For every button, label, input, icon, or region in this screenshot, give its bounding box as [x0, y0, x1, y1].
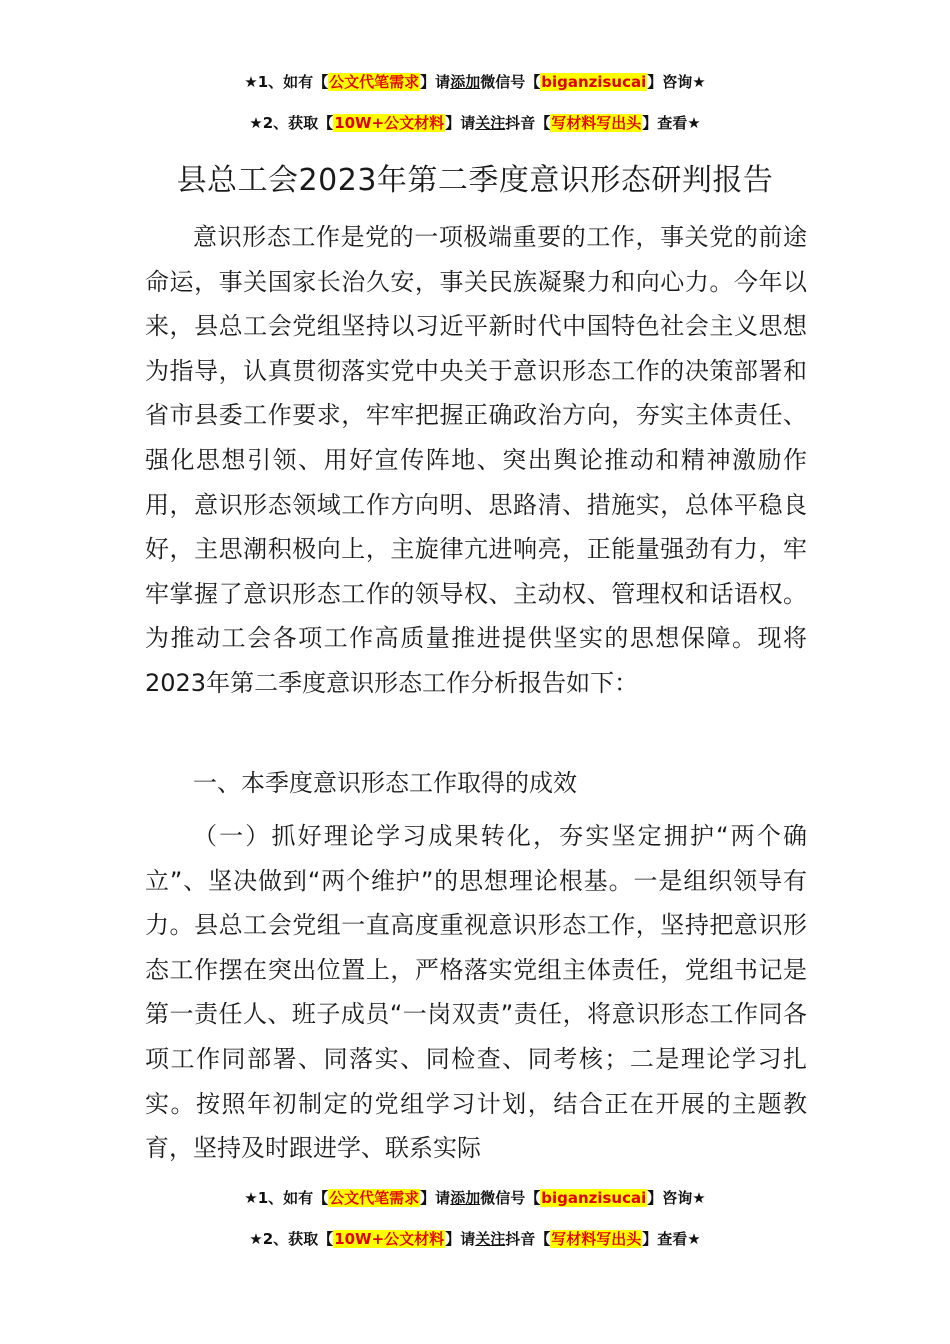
promo-banner-top-line2 [0, 113, 950, 133]
banner-highlight: 10W+公文材料 [334, 114, 445, 132]
promo-banner-bottom-line1 [0, 1188, 950, 1208]
body-paragraph: （一）抓好理论学习成果转化，夯实坚定拥护“两个确立”、坚决做到“两个维护”的思想理论根基。一是组织领导有力。县总工会党组一直高度重视意识形态工作，坚持把意识形态工作摆在突出位置上，严格落实党组主体责任，党组书记是第一责任人、班子成员“一岗双责”责任，将意识形态工作同各项工作同部署、同落实、同检查、同考核；二是理论学习扎实。按照年初制定的党组学习计划，结合正在开展的主题教育，坚持及时跟进学、联系实际 [145, 822, 807, 1163]
banner-underline: 关注 [475, 114, 506, 132]
banner-highlight: 写材料写出头 [551, 1230, 642, 1248]
banner-highlight: 写材料写出头 [551, 114, 642, 132]
banner-underline: 添加 [450, 1189, 481, 1207]
banner-text: 微信号【 [480, 1189, 541, 1207]
banner-text: ★2、获取【 [249, 1230, 334, 1248]
banner-text: 】请 [445, 114, 476, 132]
banner-text: ★1、如有【 [244, 73, 329, 91]
banner-highlight: 10W+公文材料 [334, 1230, 445, 1248]
banner-text: 】咨询★ [647, 73, 706, 91]
banner-text: 微信号【 [480, 73, 541, 91]
banner-text: 】查看★ [642, 1230, 701, 1248]
banner-text: 】请 [445, 1230, 476, 1248]
intro-paragraph: 意识形态工作是党的一项极端重要的工作，事关党的前途命运，事关国家长治久安，事关民族凝聚力和向心力。今年以来，县总工会党组坚持以习近平新时代中国特色社会主义思想为指导，认真贯彻落实党中央关于意识形态工作的决策部署和省市县委工作要求，牢牢把握正确政治方向，夯实主体责任、强化思想引领、用好宣传阵地、突出舆论推动和精神激励作用，意识形态领域工作方向明、思路清、措施实，总体平稳良好，主思潮积极向上，主旋律亢进响亮，正能量强劲有力，牢牢掌握了意识形态工作的领导权、主动权、管理权和话语权。为推动工会各项工作高质量推进提供坚实的思想保障。现将2023年第二季度意识形态工作分析报告如下： [145, 223, 807, 697]
banner-text: ★2、获取【 [249, 114, 334, 132]
banner-highlight: biganzisucai [541, 73, 647, 91]
promo-banner-top-line1 [0, 72, 950, 92]
banner-text: 抖音【 [505, 114, 551, 132]
document-title: 县总工会2023年第二季度意识形态研判报告 [176, 163, 774, 198]
banner-text: 】请 [420, 1189, 451, 1207]
banner-text: 抖音【 [505, 1230, 551, 1248]
banner-underline: 添加 [450, 73, 481, 91]
promo-banner-bottom-line2 [0, 1229, 950, 1249]
banner-highlight: biganzisucai [541, 1189, 647, 1207]
banner-text: 】咨询★ [647, 1189, 706, 1207]
banner-text: 】请 [420, 73, 451, 91]
banner-highlight: 公文代笔需求 [329, 73, 420, 91]
banner-text: ★1、如有【 [244, 1189, 329, 1207]
section-heading: 一、本季度意识形态工作取得的成效 [193, 769, 577, 797]
banner-text: 】查看★ [642, 114, 701, 132]
banner-highlight: 公文代笔需求 [329, 1189, 420, 1207]
banner-underline: 关注 [475, 1230, 506, 1248]
